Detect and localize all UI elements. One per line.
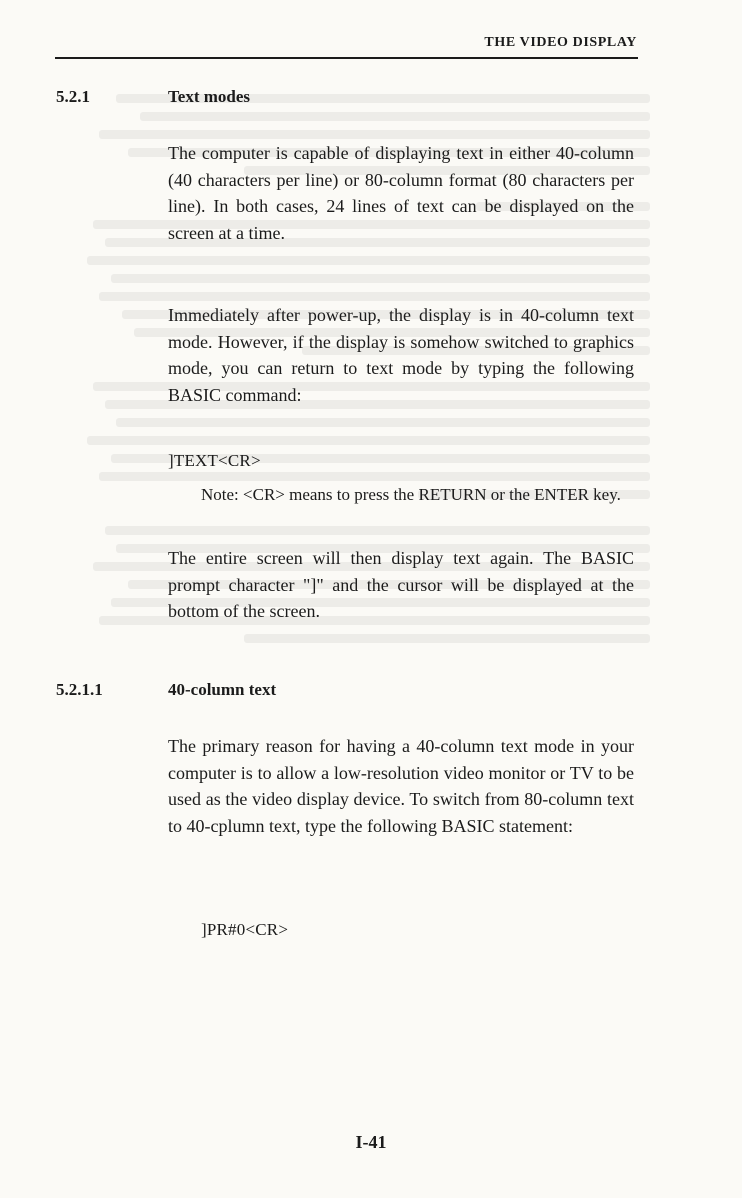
paragraph: The entire screen will then display text again. The BASIC prompt character "]" and the cursor will be displayed at the bottom of the screen. [168, 548, 634, 621]
subsection-title: 40-column text [168, 680, 277, 699]
section-title: Text modes [168, 87, 251, 106]
note: Note: <CR> means to press the RETURN or the ENTER key. [201, 485, 621, 504]
running-header: THE VIDEO DISPLAY [484, 35, 637, 50]
page-number: I-41 [355, 1132, 387, 1152]
paragraph: The computer is capable of displaying text in either 40-column (40 characters per line) or 80-column format (80 characters per line). In both cases, 24 lines of text can be displayed on the screen at a time. [168, 143, 634, 243]
basic-command: ]TEXT<CR> [168, 451, 261, 470]
subsection-number: 5.2.1.1 [56, 680, 103, 699]
section-number: 5.2.1 [56, 87, 90, 106]
paragraph: The primary reason for having a 40-column text mode in your computer is to allow a low-resolution video monitor or TV to be used as the video display device. To switch from 80-column text to 40-cplumn text, type the following BASIC statement: [168, 736, 634, 836]
basic-command: ]PR#0<CR> [201, 920, 289, 939]
header-rule [55, 57, 638, 59]
paragraph: Immediately after power-up, the display is in 40-column text mode. However, if the display is somehow switched to graphics mode, you can return to text mode by typing the following BASIC command: [168, 305, 634, 405]
